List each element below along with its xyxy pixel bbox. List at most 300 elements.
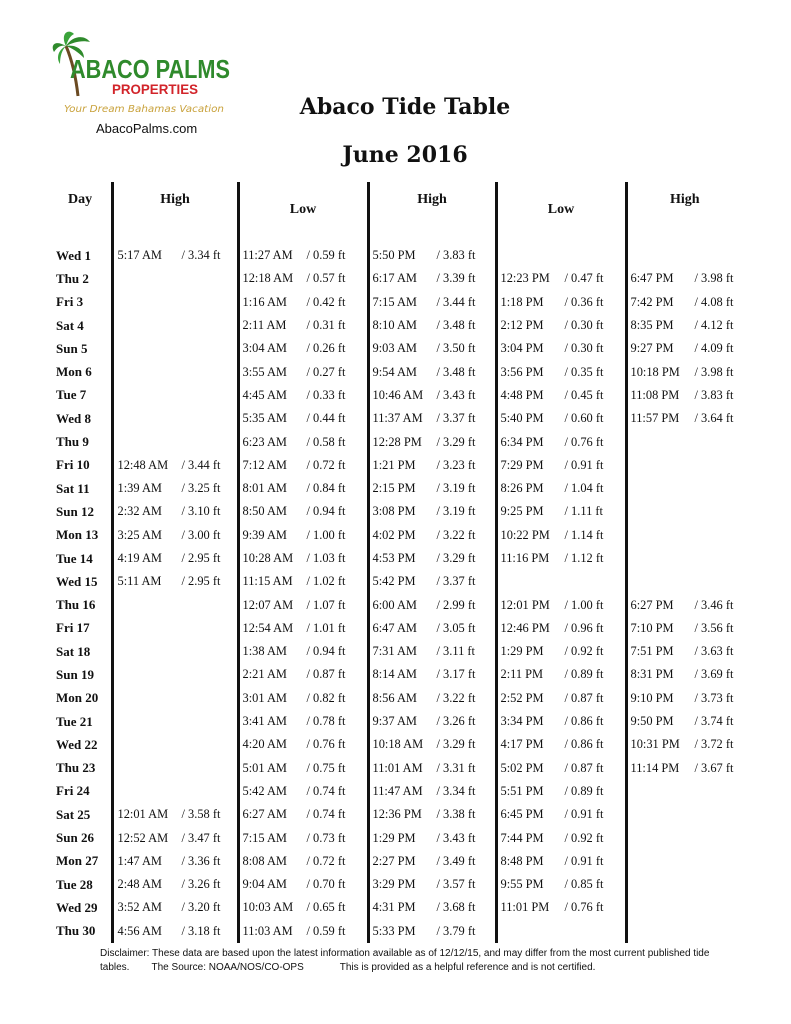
low-1-time: 8:08 AM <box>242 853 287 868</box>
high-3-cell <box>626 710 742 733</box>
high-1-cell <box>112 850 238 873</box>
high-2-time: 1:21 PM <box>372 457 416 472</box>
low-2-height: / 0.91 ft <box>564 807 604 822</box>
low-1-height: / 0.74 ft <box>306 807 346 822</box>
high-3-cell <box>626 454 742 477</box>
low-1-time: 5:35 AM <box>242 411 287 426</box>
high-1-height: / 3.26 ft <box>181 877 221 892</box>
day-cell: Sat 4 <box>56 317 84 333</box>
high-2-time: 6:00 AM <box>372 597 417 612</box>
low-2-height: / 0.87 ft <box>564 760 604 775</box>
table-row <box>50 244 742 267</box>
high-1-height: / 3.44 ft <box>181 457 221 472</box>
high-2-time: 11:47 AM <box>372 783 423 798</box>
low-1-cell <box>238 663 368 686</box>
table-row <box>50 291 742 314</box>
low-2-height: / 0.91 ft <box>564 853 604 868</box>
low-1-time: 12:18 AM <box>242 271 294 286</box>
low-2-cell <box>496 524 626 547</box>
high-3-cell <box>626 384 742 407</box>
high-3-cell <box>626 780 742 803</box>
day-cell: Wed 8 <box>56 410 92 426</box>
high-2-height: / 3.43 ft <box>436 387 476 402</box>
high-3-cell <box>626 524 742 547</box>
high-2-time: 5:42 PM <box>372 574 416 589</box>
low-2-time: 2:12 PM <box>500 318 544 333</box>
table-row <box>50 896 742 919</box>
low-2-height: / 1.14 ft <box>564 527 604 542</box>
high-3-height: / 3.69 ft <box>694 667 734 682</box>
high-2-height: / 3.37 ft <box>436 574 476 589</box>
day-cell: Sun 5 <box>56 340 88 356</box>
low-2-time: 7:29 PM <box>500 457 544 472</box>
high-1-height: / 3.58 ft <box>181 807 221 822</box>
high-2-height: / 3.48 ft <box>436 318 476 333</box>
high-2-height: / 3.29 ft <box>436 551 476 565</box>
high-2-height: / 3.23 ft <box>436 457 476 472</box>
high-1-time: 5:11 AM <box>117 574 162 589</box>
low-1-cell <box>238 524 368 547</box>
low-2-cell <box>496 500 626 523</box>
low-1-cell <box>238 896 368 919</box>
high-1-height: / 3.10 ft <box>181 504 221 519</box>
low-1-time: 11:27 AM <box>242 248 293 263</box>
low-1-time: 11:03 AM <box>242 923 293 938</box>
high-1-time: 2:48 AM <box>117 877 162 892</box>
high-1-time: 3:25 AM <box>117 527 162 542</box>
low-1-time: 11:15 AM <box>242 574 293 589</box>
header-day: Day <box>68 192 93 207</box>
low-1-time: 3:04 AM <box>242 341 287 356</box>
low-1-height: / 0.33 ft <box>306 387 346 402</box>
table-row <box>50 850 742 873</box>
high-2-cell <box>368 873 496 896</box>
low-2-time: 1:29 PM <box>500 644 544 659</box>
high-2-cell <box>368 430 496 453</box>
low-2-height: / 0.45 ft <box>564 387 604 402</box>
low-1-height: / 0.27 ft <box>306 364 346 379</box>
low-1-height: / 0.58 ft <box>306 434 346 449</box>
high-2-height: / 3.11 ft <box>436 644 475 659</box>
high-1-cell <box>112 500 238 523</box>
high-2-time: 4:02 PM <box>372 527 416 542</box>
low-2-time: 12:01 PM <box>500 597 550 612</box>
table-row <box>50 687 742 710</box>
high-3-height: / 3.56 ft <box>694 620 734 635</box>
high-3-height: / 4.09 ft <box>694 341 734 356</box>
high-2-time: 8:56 AM <box>372 690 417 705</box>
low-1-cell <box>238 873 368 896</box>
low-2-height: / 0.47 ft <box>564 271 604 286</box>
low-1-height: / 0.74 ft <box>306 783 346 798</box>
low-1-cell <box>238 337 368 360</box>
high-3-cell <box>626 896 742 919</box>
low-1-cell <box>238 244 368 267</box>
high-2-height: / 3.05 ft <box>436 620 476 635</box>
low-1-cell <box>238 803 368 826</box>
high-2-time: 10:18 AM <box>372 737 424 752</box>
low-2-height: / 0.36 ft <box>564 294 604 309</box>
high-1-height: / 3.47 ft <box>181 830 221 845</box>
high-1-cell <box>112 524 238 547</box>
high-2-height: / 3.19 ft <box>436 481 476 496</box>
day-cell: Tue 14 <box>56 550 93 566</box>
table-row <box>50 477 742 500</box>
low-1-height: / 0.94 ft <box>306 504 346 519</box>
day-cell: Mon 6 <box>56 364 92 380</box>
high-1-time: 1:47 AM <box>117 853 162 868</box>
disclaimer <box>100 947 740 975</box>
high-1-time: 12:48 AM <box>117 457 169 472</box>
low-2-height: / 0.92 ft <box>564 830 604 845</box>
low-1-cell <box>238 267 368 290</box>
high-3-height: / 4.08 ft <box>694 294 734 309</box>
low-1-cell <box>238 733 368 756</box>
low-1-height: / 0.72 ft <box>306 853 346 868</box>
high-3-cell <box>626 803 742 826</box>
low-1-cell <box>238 593 368 616</box>
low-1-time: 10:28 AM <box>242 551 294 565</box>
table-row <box>50 314 742 337</box>
low-2-cell <box>496 896 626 919</box>
high-2-time: 9:37 AM <box>372 714 417 729</box>
high-2-cell <box>368 780 496 803</box>
low-2-height: / 1.11 ft <box>564 504 603 519</box>
high-2-height: / 3.79 ft <box>436 923 476 938</box>
high-1-cell <box>112 733 238 756</box>
low-1-height: / 0.78 ft <box>306 714 346 729</box>
high-2-time: 2:15 PM <box>372 481 416 496</box>
high-3-cell <box>626 687 742 710</box>
disclaimer-line-1: Disclaimer: These data are based upon the latest information available as of 12/12/15, and may differ from the most current published tide <box>100 948 710 959</box>
low-1-time: 5:42 AM <box>242 783 287 798</box>
high-1-cell <box>112 896 238 919</box>
high-3-cell <box>626 850 742 873</box>
low-1-cell <box>238 547 368 570</box>
low-2-height: / 0.76 ft <box>564 900 604 915</box>
day-cell: Thu 2 <box>56 270 89 286</box>
table-row <box>50 384 742 407</box>
low-1-height: / 0.57 ft <box>306 271 346 286</box>
high-3-time: 8:35 PM <box>630 318 674 333</box>
high-1-time: 2:32 AM <box>117 504 162 519</box>
low-2-cell <box>496 314 626 337</box>
high-2-height: / 3.39 ft <box>436 271 476 286</box>
high-3-cell <box>626 920 742 943</box>
high-1-cell <box>112 873 238 896</box>
low-1-time: 8:50 AM <box>242 504 287 519</box>
high-3-height: / 3.74 ft <box>694 714 734 729</box>
table-row <box>50 430 742 453</box>
low-2-cell <box>496 826 626 849</box>
low-1-height: / 0.70 ft <box>306 877 346 892</box>
high-1-cell <box>112 687 238 710</box>
high-3-cell <box>626 757 742 780</box>
high-1-cell <box>112 430 238 453</box>
high-2-height: / 3.44 ft <box>436 294 476 309</box>
high-3-cell <box>626 593 742 616</box>
high-3-height: / 3.73 ft <box>694 690 734 705</box>
high-2-time: 3:29 PM <box>372 877 416 892</box>
low-1-time: 3:55 AM <box>242 364 287 379</box>
high-1-time: 4:19 AM <box>117 551 162 565</box>
low-1-height: / 0.94 ft <box>306 644 346 659</box>
high-1-cell <box>112 757 238 780</box>
low-2-time: 11:01 PM <box>500 900 550 915</box>
high-3-cell <box>626 826 742 849</box>
high-2-time: 2:27 PM <box>372 853 416 868</box>
low-1-cell <box>238 407 368 430</box>
low-1-height: / 0.73 ft <box>306 830 346 845</box>
low-1-height: / 0.59 ft <box>306 923 346 938</box>
low-1-time: 7:15 AM <box>242 830 287 845</box>
high-2-time: 8:10 AM <box>372 318 417 333</box>
logo-subtitle: PROPERTIES <box>112 81 198 97</box>
high-3-height: / 3.98 ft <box>694 364 734 379</box>
low-1-time: 12:07 AM <box>242 597 294 612</box>
high-2-time: 6:17 AM <box>372 271 417 286</box>
high-1-cell <box>112 314 238 337</box>
low-2-height: / 1.04 ft <box>564 481 604 496</box>
table-row <box>50 570 742 593</box>
high-2-cell <box>368 407 496 430</box>
day-cell: Fri 10 <box>56 457 90 473</box>
low-1-cell <box>238 291 368 314</box>
high-1-cell <box>112 780 238 803</box>
low-2-height: / 0.35 ft <box>564 364 604 379</box>
high-1-cell <box>112 244 238 267</box>
high-1-cell <box>112 407 238 430</box>
high-2-height: / 3.29 ft <box>436 434 476 449</box>
high-2-cell <box>368 547 496 570</box>
low-1-time: 4:45 AM <box>242 387 287 402</box>
high-2-cell <box>368 337 496 360</box>
high-2-height: / 2.99 ft <box>436 597 476 612</box>
low-1-height: / 0.87 ft <box>306 667 346 682</box>
low-2-cell <box>496 757 626 780</box>
high-1-time: 5:17 AM <box>117 248 162 263</box>
low-1-time: 2:21 AM <box>242 667 287 682</box>
low-2-cell <box>496 337 626 360</box>
low-2-cell <box>496 244 626 267</box>
low-2-time: 9:55 PM <box>500 877 544 892</box>
high-3-cell <box>626 640 742 663</box>
low-2-height: / 0.87 ft <box>564 690 604 705</box>
high-2-cell <box>368 267 496 290</box>
high-3-cell <box>626 733 742 756</box>
low-1-height: / 1.01 ft <box>306 620 346 635</box>
high-3-time: 10:18 PM <box>630 364 680 379</box>
high-2-cell <box>368 314 496 337</box>
high-3-time: 7:42 PM <box>630 294 674 309</box>
high-1-cell <box>112 640 238 663</box>
high-3-height: / 3.83 ft <box>694 387 734 402</box>
low-1-height: / 0.44 ft <box>306 411 346 426</box>
high-2-height: / 3.22 ft <box>436 527 476 542</box>
low-2-time: 12:23 PM <box>500 271 550 286</box>
website-text: AbacoPalms.com <box>96 121 198 136</box>
high-2-height: / 3.31 ft <box>436 760 476 775</box>
day-cell: Sat 18 <box>56 643 91 659</box>
day-cell: Wed 29 <box>56 899 98 915</box>
high-2-cell <box>368 663 496 686</box>
low-2-height: / 0.30 ft <box>564 341 604 356</box>
day-cell: Tue 21 <box>56 713 93 729</box>
table-row <box>50 593 742 616</box>
header-high-2: High <box>368 182 496 244</box>
low-2-time: 11:16 PM <box>500 551 550 565</box>
day-cell: Wed 15 <box>56 573 98 589</box>
high-2-time: 7:31 AM <box>372 644 417 659</box>
low-2-cell <box>496 710 626 733</box>
high-2-cell <box>368 710 496 733</box>
table-row <box>50 826 742 849</box>
table-row <box>50 337 742 360</box>
day-cell: Sun 12 <box>56 503 94 519</box>
high-3-time: 9:27 PM <box>630 341 674 356</box>
low-1-time: 6:27 AM <box>242 807 287 822</box>
high-2-height: / 3.49 ft <box>436 853 476 868</box>
high-2-height: / 3.26 ft <box>436 714 476 729</box>
day-cell: Thu 30 <box>56 923 96 939</box>
day-cell: Sat 11 <box>56 480 90 496</box>
low-1-cell <box>238 314 368 337</box>
high-3-cell <box>626 244 742 267</box>
high-2-cell <box>368 896 496 919</box>
low-2-height: / 1.12 ft <box>564 551 604 565</box>
low-1-height: / 1.07 ft <box>306 597 346 612</box>
low-1-time: 9:39 AM <box>242 527 287 542</box>
low-2-cell <box>496 663 626 686</box>
day-cell: Mon 13 <box>56 527 99 543</box>
high-3-cell <box>626 570 742 593</box>
high-1-cell <box>112 477 238 500</box>
low-1-time: 3:41 AM <box>242 714 287 729</box>
high-1-cell <box>112 360 238 383</box>
low-1-cell <box>238 500 368 523</box>
low-2-time: 7:44 PM <box>500 830 544 845</box>
high-2-cell <box>368 617 496 640</box>
day-cell: Wed 22 <box>56 736 98 752</box>
high-3-cell <box>626 314 742 337</box>
day-cell: Fri 3 <box>56 294 84 310</box>
high-2-time: 5:33 PM <box>372 923 416 938</box>
table-row <box>50 640 742 663</box>
high-2-cell <box>368 593 496 616</box>
high-3-height: / 3.63 ft <box>694 644 734 659</box>
high-2-time: 8:14 AM <box>372 667 417 682</box>
low-2-height: / 0.89 ft <box>564 667 604 682</box>
high-2-height: / 3.43 ft <box>436 830 476 845</box>
high-2-time: 11:37 AM <box>372 411 423 426</box>
header-low-1: Low <box>238 182 368 244</box>
high-3-cell <box>626 547 742 570</box>
day-cell: Thu 9 <box>56 434 89 450</box>
table-row <box>50 780 742 803</box>
high-1-cell <box>112 547 238 570</box>
page-title: Abaco Tide Table <box>299 94 511 120</box>
header-high-1: High <box>112 182 238 244</box>
low-2-height: / 0.85 ft <box>564 877 604 892</box>
table-row <box>50 710 742 733</box>
low-2-cell <box>496 267 626 290</box>
low-1-time: 10:03 AM <box>242 900 294 915</box>
low-1-height: / 0.42 ft <box>306 294 346 309</box>
low-2-cell <box>496 547 626 570</box>
high-2-height: / 3.83 ft <box>436 248 476 263</box>
high-2-cell <box>368 826 496 849</box>
table-row <box>50 454 742 477</box>
low-2-time: 10:22 PM <box>500 527 550 542</box>
low-2-time: 4:48 PM <box>500 387 544 402</box>
high-1-cell <box>112 826 238 849</box>
low-1-cell <box>238 570 368 593</box>
low-1-cell <box>238 384 368 407</box>
high-2-time: 3:08 PM <box>372 504 416 519</box>
high-2-cell <box>368 687 496 710</box>
low-2-cell <box>496 780 626 803</box>
high-1-height: / 2.95 ft <box>181 574 221 589</box>
high-2-cell <box>368 920 496 943</box>
low-2-cell <box>496 640 626 663</box>
high-3-cell <box>626 617 742 640</box>
day-cell: Sun 26 <box>56 830 94 846</box>
low-1-cell <box>238 850 368 873</box>
low-2-cell <box>496 687 626 710</box>
high-2-cell <box>368 570 496 593</box>
low-1-height: / 0.65 ft <box>306 900 346 915</box>
high-1-height: / 3.25 ft <box>181 481 221 496</box>
low-2-time: 6:34 PM <box>500 434 544 449</box>
low-2-time: 8:26 PM <box>500 481 544 496</box>
low-2-cell <box>496 570 626 593</box>
high-3-time: 8:31 PM <box>630 667 674 682</box>
high-2-cell <box>368 850 496 873</box>
low-1-time: 12:54 AM <box>242 620 294 635</box>
tide-table-body <box>50 244 742 943</box>
low-2-time: 3:56 PM <box>500 364 544 379</box>
low-2-cell <box>496 477 626 500</box>
high-1-time: 1:39 AM <box>117 481 162 496</box>
month-title: June 2016 <box>342 142 468 168</box>
low-2-time: 5:02 PM <box>500 760 544 775</box>
high-3-cell <box>626 430 742 453</box>
header-high-3: High <box>626 182 742 244</box>
low-1-cell <box>238 640 368 663</box>
high-1-cell <box>112 570 238 593</box>
low-2-cell <box>496 291 626 314</box>
low-1-cell <box>238 920 368 943</box>
high-1-height: / 2.95 ft <box>181 551 221 565</box>
low-2-cell <box>496 850 626 873</box>
high-3-time: 9:50 PM <box>630 714 674 729</box>
low-2-height: / 0.86 ft <box>564 714 604 729</box>
high-3-cell <box>626 477 742 500</box>
day-cell: Thu 16 <box>56 597 96 613</box>
high-2-cell <box>368 640 496 663</box>
high-3-cell <box>626 360 742 383</box>
day-cell: Mon 27 <box>56 853 99 869</box>
table-row <box>50 500 742 523</box>
high-3-time: 9:10 PM <box>630 690 674 705</box>
low-2-time: 2:52 PM <box>500 690 544 705</box>
low-2-cell <box>496 430 626 453</box>
day-cell: Sun 19 <box>56 666 94 682</box>
high-1-cell <box>112 617 238 640</box>
high-3-time: 11:14 PM <box>630 760 680 775</box>
high-3-time: 7:51 PM <box>630 644 674 659</box>
low-2-height: / 0.92 ft <box>564 644 604 659</box>
